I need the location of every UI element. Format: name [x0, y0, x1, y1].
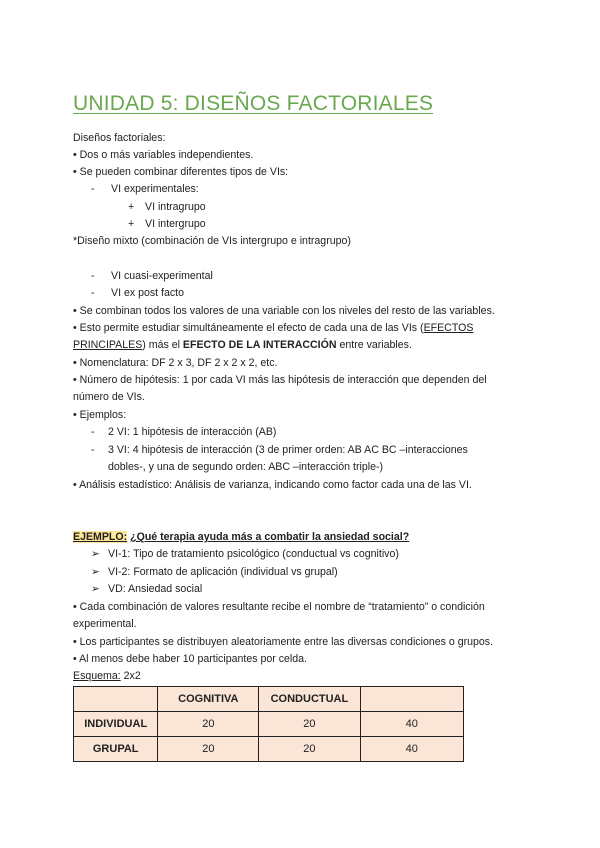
table-header-row	[74, 687, 464, 712]
scheme-label: Esquema:	[73, 670, 121, 682]
text-segment: entre variables.	[336, 339, 412, 351]
table-row	[74, 712, 464, 737]
text-line: VI intergrupo	[145, 218, 206, 230]
intro-heading: Diseños factoriales:	[73, 132, 166, 144]
example-item: VI-2: Formato de aplicación (individual vs grupal)	[108, 566, 338, 578]
text-line: VI cuasi-experimental	[111, 270, 213, 282]
table-header-cell	[74, 687, 158, 712]
text-line: VI intragrupo	[145, 201, 206, 213]
example-heading	[73, 530, 409, 544]
table-row	[74, 737, 464, 762]
dash-marker: -	[91, 287, 95, 299]
example-item: VI-1: Tipo de tratamiento psicológico (conductual vs cognitivo)	[108, 548, 399, 560]
table-cell: 40	[360, 712, 463, 737]
table-header-cell: CONDUCTUAL	[259, 687, 360, 712]
text-line: • Nomenclatura: DF 2 x 3, DF 2 x 2 x 2, etc.	[73, 357, 278, 369]
text-line: VI experimentales:	[111, 183, 199, 195]
text-line	[73, 321, 473, 335]
example-question: ¿Qué terapia ayuda más a combatir la ansiedad social?	[130, 531, 410, 543]
dash-marker: -	[91, 444, 95, 456]
dash-marker: -	[91, 270, 95, 282]
arrow-bullet-icon: ➢	[91, 566, 100, 578]
design-table	[73, 686, 464, 762]
text-line	[73, 338, 412, 352]
plus-marker: +	[128, 218, 135, 230]
text-line: 2 VI: 1 hipótesis de interacción (AB)	[108, 426, 277, 438]
scheme-value: 2x2	[120, 670, 141, 682]
arrow-bullet-icon: ➢	[91, 583, 100, 595]
text-segment: ) más el	[142, 339, 183, 351]
scheme-line	[73, 669, 141, 683]
bold-term: EFECTO DE LA INTERACCIÓN	[182, 339, 337, 351]
text-line: *Diseño mixto (combinación de VIs intergrupo e intragrupo)	[73, 235, 351, 247]
table-cell: 20	[259, 712, 360, 737]
text-line: • Ejemplos:	[73, 409, 127, 421]
text-line: número de VIs.	[73, 391, 145, 403]
text-line: dobles-, y una de segundo orden: ABC –interacción triple-)	[108, 461, 384, 473]
plus-marker: +	[128, 201, 135, 213]
text-line: 3 VI: 4 hipótesis de interacción (3 de primer orden: AB AC BC –interacciones	[108, 444, 468, 456]
text-line: experimental.	[73, 618, 137, 630]
page-title: UNIDAD 5: DISEÑOS FACTORIALES	[73, 92, 434, 115]
table-header-cell	[360, 687, 463, 712]
text-line: • Cada combinación de valores resultante recibe el nombre de “tratamiento” o condición	[73, 601, 485, 613]
table-cell: 20	[158, 712, 259, 737]
underlined-term: EFECTOS	[423, 322, 474, 334]
underlined-term: PRINCIPALES	[73, 339, 143, 351]
arrow-bullet-icon: ➢	[91, 548, 100, 560]
table-row-label: INDIVIDUAL	[74, 712, 158, 737]
example-label: EJEMPLO:	[73, 531, 128, 543]
text-line: VI ex post facto	[111, 287, 185, 299]
example-item: VD: Ansiedad social	[108, 583, 203, 595]
text-line: • Al menos debe haber 10 participantes por celda.	[73, 653, 307, 665]
text-line: • Se combinan todos los valores de una variable con los niveles del resto de las variables.	[73, 305, 495, 317]
text-line: • Los participantes se distribuyen aleatoriamente entre las diversas condiciones o grupos.	[73, 636, 494, 648]
table-cell: 20	[158, 737, 259, 762]
table-row-label: GRUPAL	[74, 737, 158, 762]
text-line: • Se pueden combinar diferentes tipos de VIs:	[73, 166, 289, 178]
text-line: • Número de hipótesis: 1 por cada VI más las hipótesis de interacción que dependen del	[73, 374, 487, 386]
text-line: • Dos o más variables independientes.	[73, 149, 254, 161]
text-segment: • Esto permite estudiar simultáneamente el efecto de cada una de las VIs (	[73, 322, 424, 334]
dash-marker: -	[91, 183, 95, 195]
table-header-cell: COGNITIVA	[158, 687, 259, 712]
text-line: • Análisis estadístico: Análisis de varianza, indicando como factor cada una de las VI.	[73, 479, 472, 491]
table-cell: 20	[259, 737, 360, 762]
dash-marker: -	[91, 426, 95, 438]
table-cell: 40	[360, 737, 463, 762]
